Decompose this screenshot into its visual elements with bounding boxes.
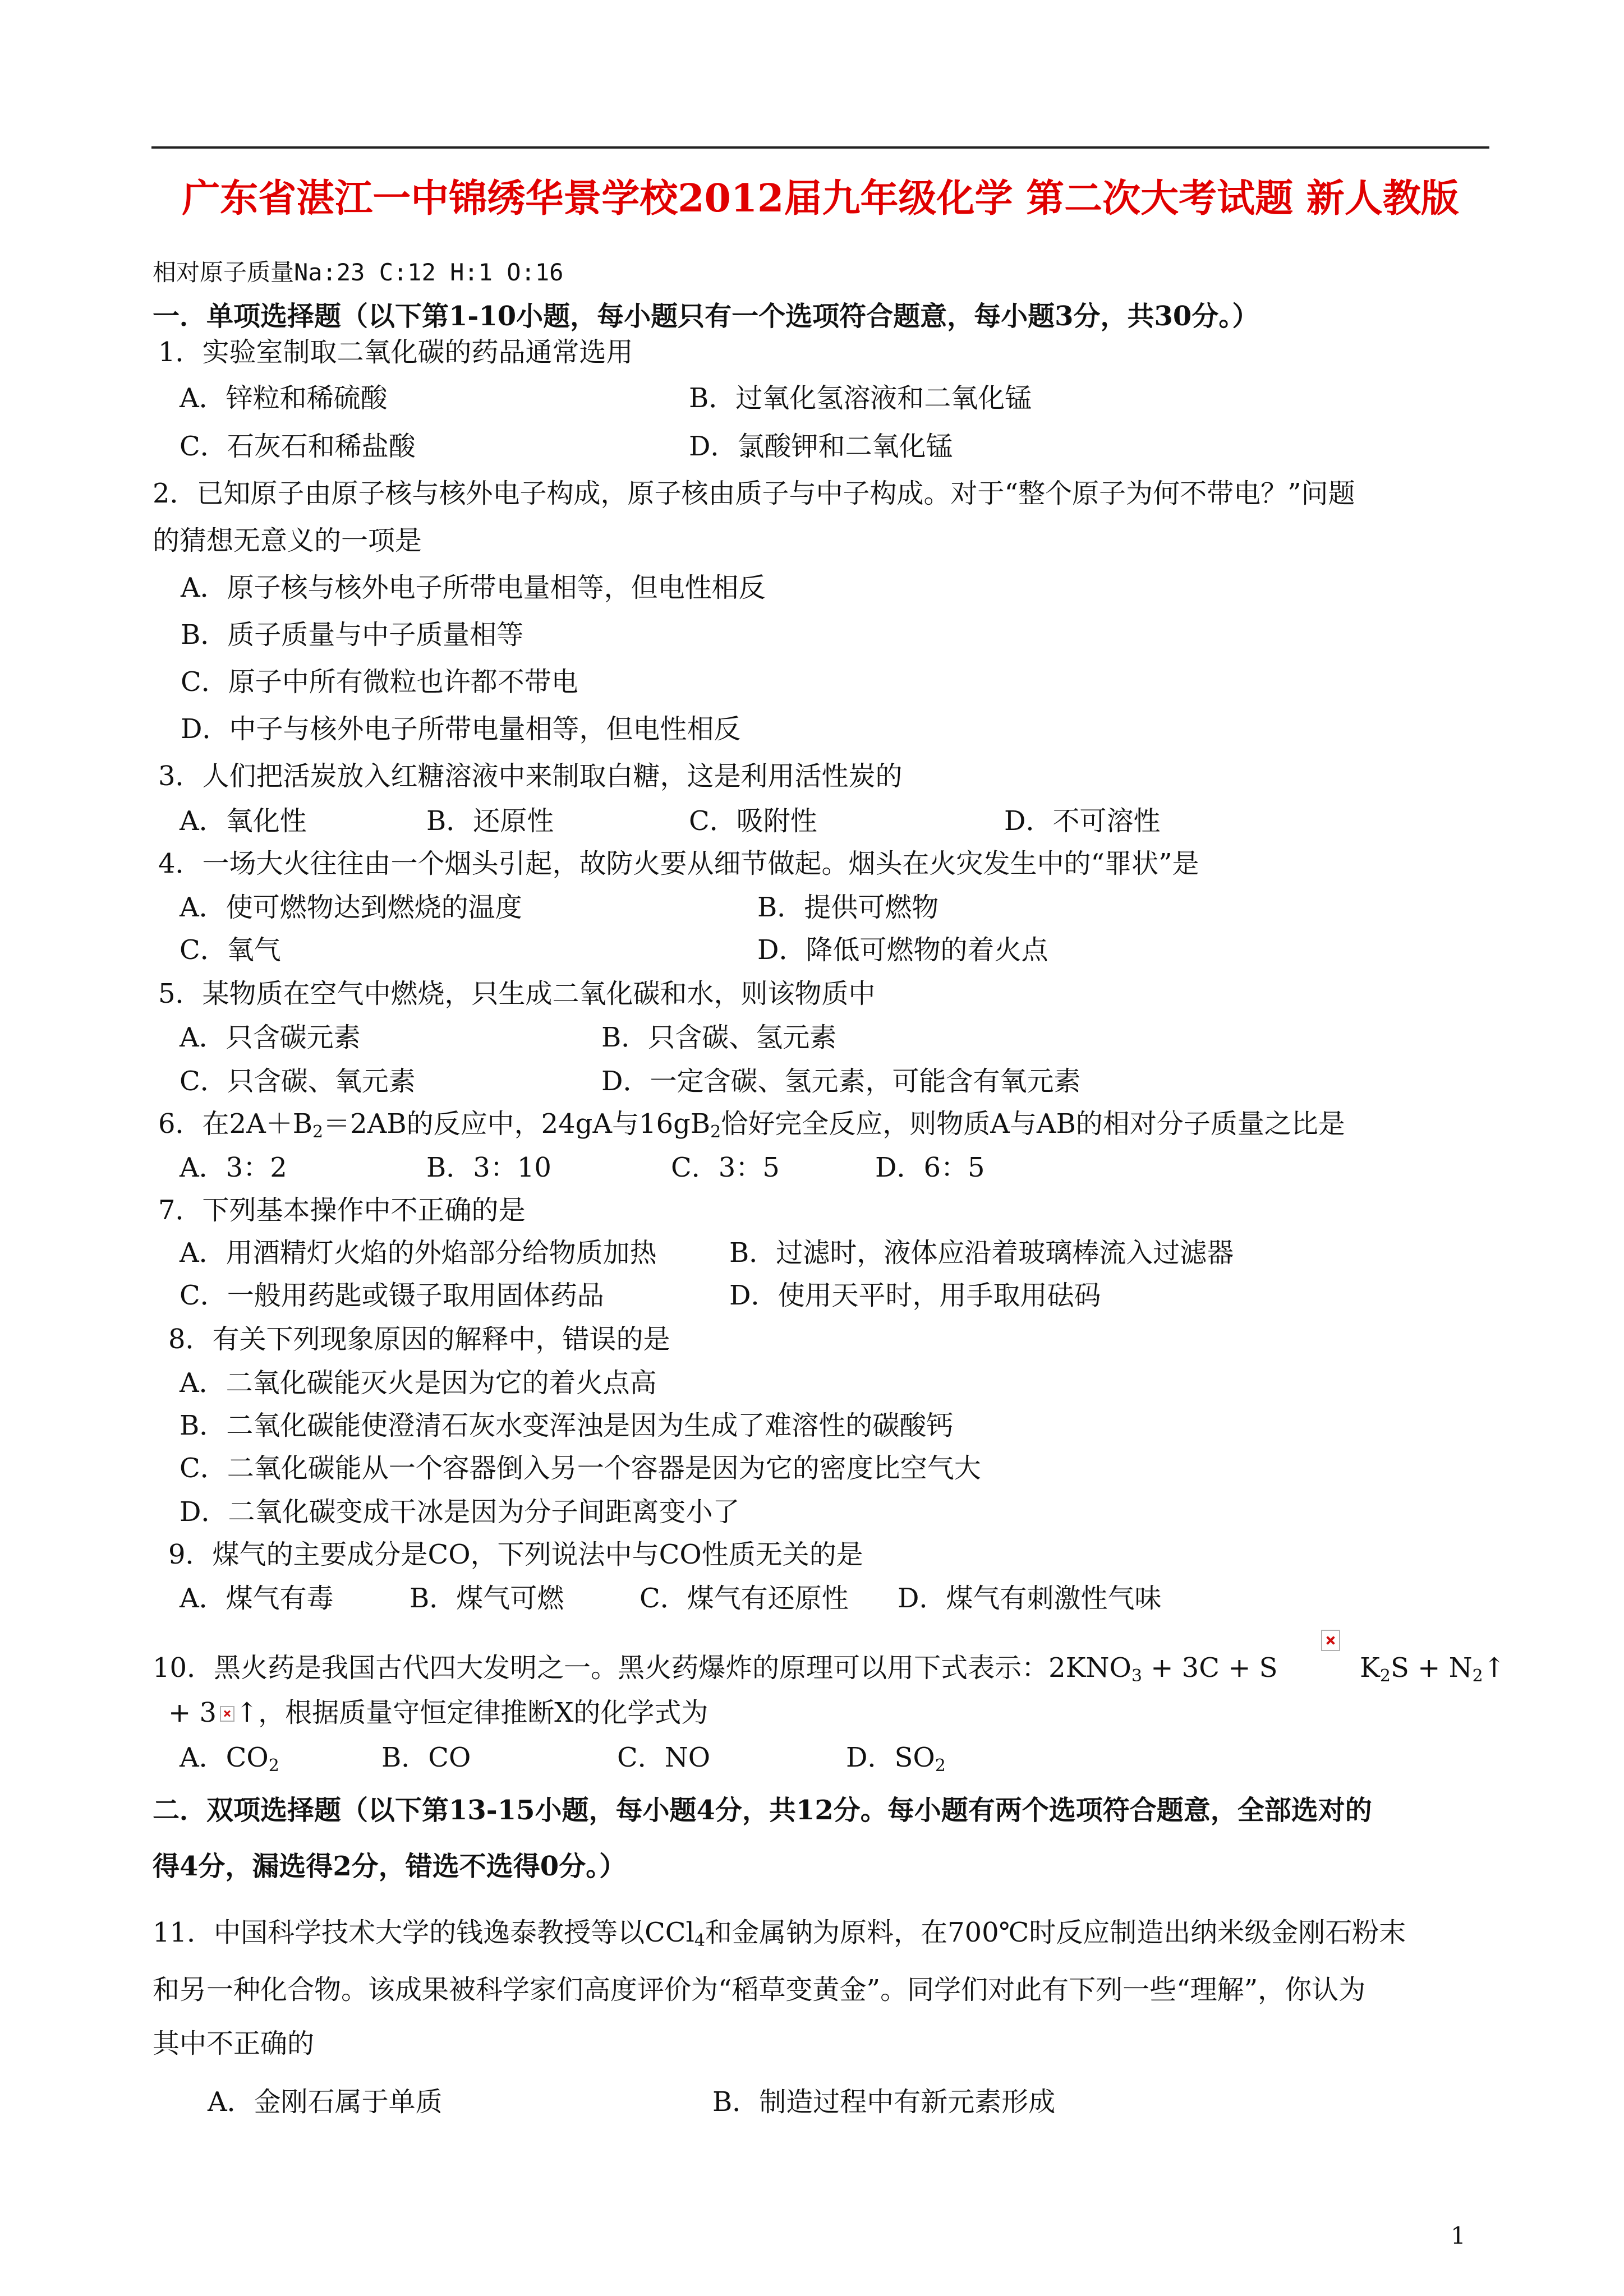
q10-products-text2: S + N	[1390, 1652, 1473, 1684]
q3-option-a: A．氧化性	[180, 805, 307, 837]
section-2-heading-line1: 二．双项选择题（以下第13-15小题，每小题4分，共12分。每小题有两个选项符合题意，全部选对的	[153, 1795, 1372, 1826]
q5-option-d: D．一定含碳、氢元素，可能含有氧元素	[601, 1066, 1081, 1097]
q6-option-b: B．3：10	[426, 1152, 551, 1183]
q4-option-d: D．降低可燃物的着火点	[757, 934, 1048, 966]
broken-image-icon	[220, 1706, 234, 1722]
section-1-heading: 一．单项选择题（以下第1-10小题，每小题只有一个选项符合题意，每小题3分，共30分。）	[153, 301, 1259, 332]
q11-option-b: B．制造过程中有新元素形成	[712, 2086, 1056, 2118]
q9-option-b: B．煤气可燃	[410, 1583, 564, 1614]
q11-stem-line2: 和另一种化合物。该成果被科学家们高度评价为“稻草变黄金”。同学们对此有下列一些“理解”，你认为	[153, 1974, 1366, 2005]
q8-option-d: D．二氧化碳变成干冰是因为分子间距离变小了	[180, 1496, 740, 1528]
q6-option-d: D．6：5	[875, 1152, 985, 1183]
q1-option-a: A．锌粒和稀硫酸	[180, 382, 388, 414]
q10-products	[1360, 1652, 1506, 1684]
q1-option-b: B．过氧化氢溶液和二氧化锰	[689, 382, 1032, 414]
q6-option-c: C．3：5	[671, 1152, 780, 1183]
q6-stem-pre: 6．在2A＋B	[158, 1108, 313, 1140]
q10-products-text: K	[1360, 1652, 1380, 1684]
q10-subscript: 2	[935, 1756, 946, 1776]
q11-stem-line3: 其中不正确的	[153, 2028, 315, 2059]
q2-option-b: B．质子质量与中子质量相等	[181, 619, 524, 651]
q6-stem-mid: ＝2AB的反应中，24gA与16gB	[323, 1108, 711, 1140]
q1-option-c: C．石灰石和稀盐酸	[180, 431, 416, 462]
page-number: 1	[1451, 2222, 1466, 2249]
q10-option-d	[846, 1742, 946, 1776]
q1-stem: 1．实验室制取二氧化碳的药品通常选用	[158, 336, 633, 368]
q1-option-d: D．氯酸钾和二氧化锰	[689, 431, 953, 462]
q6-stem-post: 恰好完全反应，则物质A与AB的相对分子质量之比是	[721, 1108, 1345, 1140]
q10-subscript: 2	[268, 1756, 279, 1776]
q6-subscript: 2	[710, 1122, 721, 1142]
q10-stem-pre: 10．黑火药是我国古代四大发明之一。黑火药爆炸的原理可以用下式表示：2KNO	[153, 1652, 1131, 1684]
q9-option-d: D．煤气有刺激性气味	[898, 1583, 1162, 1614]
q8-stem: 8．有关下列现象原因的解释中，错误的是	[168, 1324, 670, 1355]
q11-subscript: 4	[694, 1931, 705, 1951]
q7-option-a: A．用酒精灯火焰的外焰部分给物质加热	[180, 1237, 657, 1269]
q6-option-a: A．3：2	[180, 1152, 287, 1183]
q7-option-b: B．过滤时，液体应沿着玻璃棒流入过滤器	[729, 1237, 1234, 1269]
q10-subscript: 2	[1379, 1666, 1391, 1686]
q11-stem-line1	[153, 1917, 1406, 1951]
q3-option-d: D．不可溶性	[1004, 805, 1161, 837]
q6-stem	[158, 1108, 1345, 1140]
q10-stem-line1	[153, 1652, 1278, 1684]
q9-stem: 9．煤气的主要成分是CO，下列说法中与CO性质无关的是	[168, 1539, 863, 1570]
q5-option-a: A．只含碳元素	[180, 1022, 361, 1053]
q11-line1-pre: 11．中国科学技术大学的钱逸泰教授等以CCl	[153, 1917, 694, 1948]
q9-option-c: C．煤气有还原性	[640, 1583, 849, 1614]
q10-subscript: 2	[1472, 1666, 1483, 1686]
q4-option-a: A．使可燃物达到燃烧的温度	[180, 892, 522, 923]
q9-option-a: A．煤气有毒	[180, 1583, 334, 1614]
q6-subscript: 2	[312, 1122, 324, 1142]
atomic-mass-line: 相对原子质量Na:23 C:12 H:1 O:16	[153, 259, 564, 286]
q3-option-b: B．还原性	[426, 805, 554, 837]
q8-option-c: C．二氧化碳能从一个容器倒入另一个容器是因为它的密度比空气大	[180, 1453, 981, 1484]
q10-stem-mid: + 3C + S	[1142, 1652, 1278, 1684]
q2-option-a: A．原子核与核外电子所带电量相等，但电性相反	[181, 572, 766, 603]
q3-stem: 3．人们把活炭放入红糖溶液中来制取白糖，这是利用活性炭的	[158, 760, 903, 792]
q10-stem-line2	[168, 1697, 708, 1728]
page-title: 广东省湛江一中锦绣华景学校2012届九年级化学 第二次大考试题 新人教版	[182, 176, 1459, 221]
q10-option-c: C．NO	[617, 1742, 711, 1773]
q10-line2-post: ↑，根据质量守恒定律推断X的化学式为	[236, 1697, 709, 1728]
q10-gas-arrow: ↑	[1483, 1652, 1506, 1684]
q2-option-c: C．原子中所有微粒也许都不带电	[181, 666, 578, 698]
q4-option-b: B．提供可燃物	[757, 892, 939, 923]
q7-stem: 7．下列基本操作中不正确的是	[158, 1195, 526, 1226]
q2-stem-line1: 2．已知原子由原子核与核外电子构成，原子核由质子与中子构成。对于“整个原子为何不带电？”问题	[153, 478, 1355, 509]
q4-stem: 4．一场大火往往由一个烟头引起，故防火要从细节做起。烟头在火灾发生中的“罪状”是	[158, 848, 1199, 879]
header-rule	[151, 146, 1489, 149]
q2-option-d: D．中子与核外电子所带电量相等，但电性相反	[181, 713, 741, 745]
q11-option-a: A．金刚石属于单质	[208, 2086, 443, 2118]
q10-line2-pre: + 3	[168, 1697, 217, 1728]
q7-option-d: D．使用天平时，用手取用砝码	[729, 1280, 1101, 1311]
q10-option-b: B．CO	[381, 1742, 471, 1773]
q4-option-c: C．氧气	[180, 934, 281, 966]
q2-stem-line2: 的猜想无意义的一项是	[153, 525, 422, 556]
broken-image-icon	[1321, 1630, 1340, 1651]
section-2-heading-line2: 得4分，漏选得2分，错选不选得0分。）	[153, 1851, 627, 1882]
q7-option-c: C．一般用药匙或镊子取用固体药品	[180, 1280, 604, 1311]
q8-option-a: A．二氧化碳能灭火是因为它的着火点高	[180, 1367, 657, 1399]
q11-line1-post: 和金属钠为原料，在700℃时反应制造出纳米级金刚石粉末	[705, 1917, 1406, 1948]
q10-option-a	[180, 1742, 279, 1776]
q5-stem: 5．某物质在空气中燃烧，只生成二氧化碳和水，则该物质中	[158, 978, 876, 1009]
q10-subscript: 3	[1131, 1666, 1142, 1686]
q8-option-b: B．二氧化碳能使澄清石灰水变浑浊是因为生成了难溶性的碳酸钙	[180, 1410, 954, 1441]
q5-option-c: C．只含碳、氧元素	[180, 1066, 416, 1097]
q3-option-c: C．吸附性	[689, 805, 817, 837]
q10-option-a-text: A．CO	[180, 1742, 269, 1773]
q5-option-b: B．只含碳、氢元素	[601, 1022, 837, 1053]
q10-option-d-text: D．SO	[846, 1742, 935, 1773]
